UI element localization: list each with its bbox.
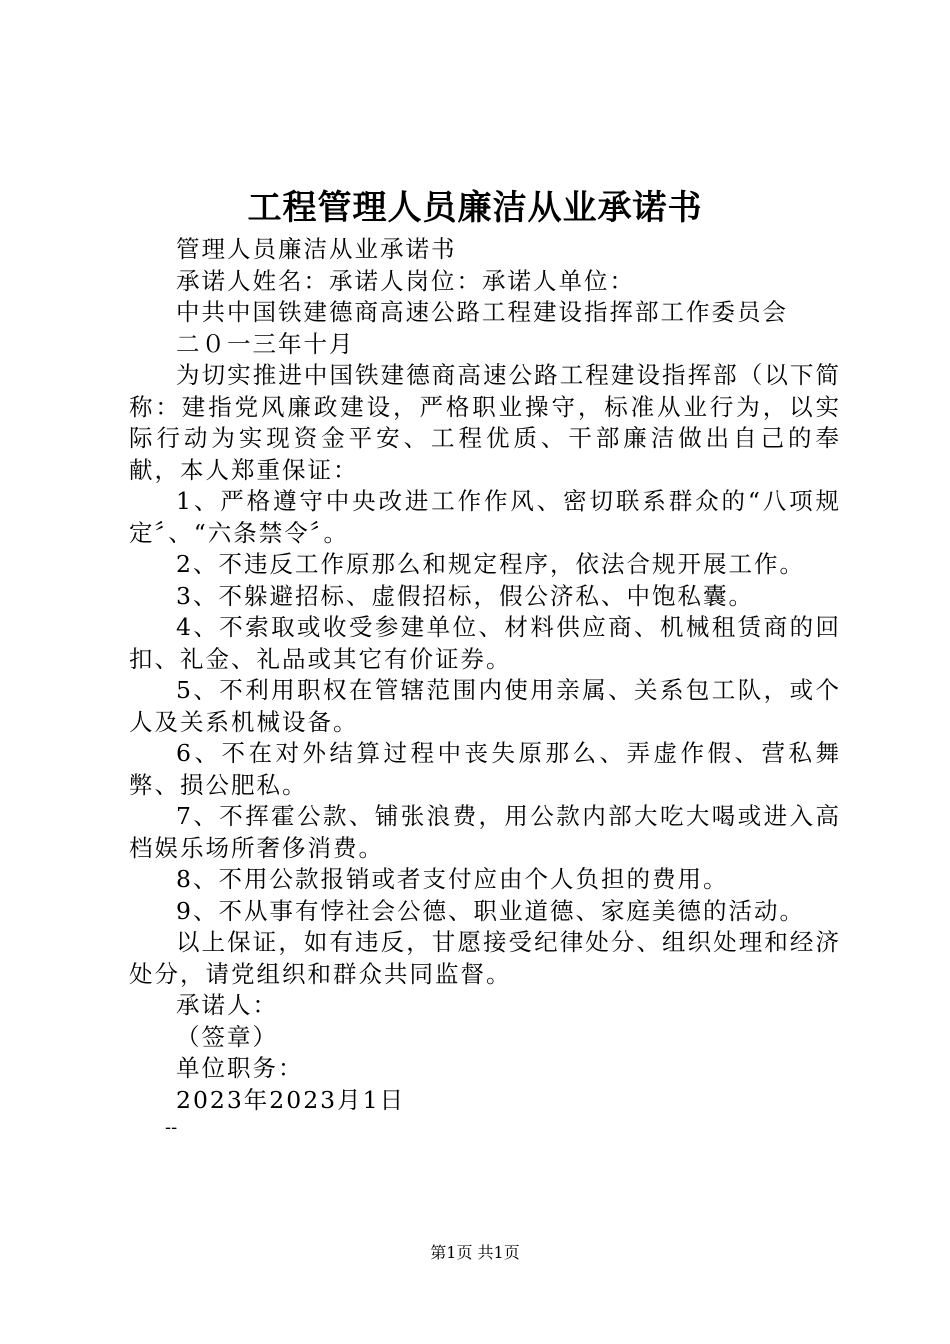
intro-paragraph: 为切实推进中国铁建德商高速公路工程建设指挥部（以下简称：建指党风廉政建设，严格职业操守，标准从业行为，以实际行动为实现资金平安、工程优质、干部廉洁做出自己的奉献，本人郑重保证：	[129, 361, 841, 484]
pledge-item: 3、不躲避招标、虚假招标，假公济私、中饱私囊。	[176, 581, 754, 610]
pledge-item: 1、严格遵守中央改进工作作风、密切联系群众的“八项规定〞、“六条禁令〞。	[129, 487, 841, 547]
position-label: 单位职务：	[176, 1054, 304, 1082]
document-body	[129, 234, 841, 1140]
pledge-item: 2、不违反工作原那么和规定程序，依法合规开展工作。	[176, 550, 805, 578]
date-line: 二０一三年十月	[176, 329, 355, 358]
pledge-item: 9、不从事有悖社会公德、职业道德、家庭美德的活动。	[176, 896, 805, 925]
issuer-line: 中共中国铁建德商高速公路工程建设指挥部工作委员会	[176, 298, 788, 326]
document-title: 工程管理人员廉洁从业承诺书	[247, 188, 703, 228]
sign-date: 2023年2023月1日	[176, 1085, 406, 1114]
dash-mark: --	[165, 1117, 178, 1138]
fields-line: 承诺人姓名：承诺人岗位：承诺人单位：	[176, 266, 635, 295]
subtitle-line: 管理人员廉洁从业承诺书	[176, 235, 457, 263]
pledge-item: 7、不挥霍公款、铺张浪费，用公款内部大吃大喝或进入高档娱乐场所奢侈消费。	[129, 802, 841, 862]
pledge-item: 8、不用公款报销或者支付应由个人负担的费用。	[176, 865, 729, 893]
pledge-item: 6、不在对外结算过程中丧失原那么、弄虚作假、营私舞弊、损公肥私。	[129, 739, 841, 799]
closing-paragraph: 以上保证，如有违反，甘愿接受纪律处分、组织处理和经济处分，请党组织和群众共同监督。	[129, 928, 841, 988]
page-footer: 第1页 共1页	[430, 1243, 520, 1262]
seal-label: （签章）	[176, 1022, 278, 1051]
pledge-item: 5、不利用职权在管辖范围内使用亲属、关系包工队，或个人及关系机械设备。	[129, 676, 841, 736]
signer-label: 承诺人：	[176, 991, 278, 1019]
pledge-item: 4、不索取或收受参建单位、材料供应商、机械租赁商的回扣、礼金、礼品或其它有价证券。	[129, 613, 841, 673]
